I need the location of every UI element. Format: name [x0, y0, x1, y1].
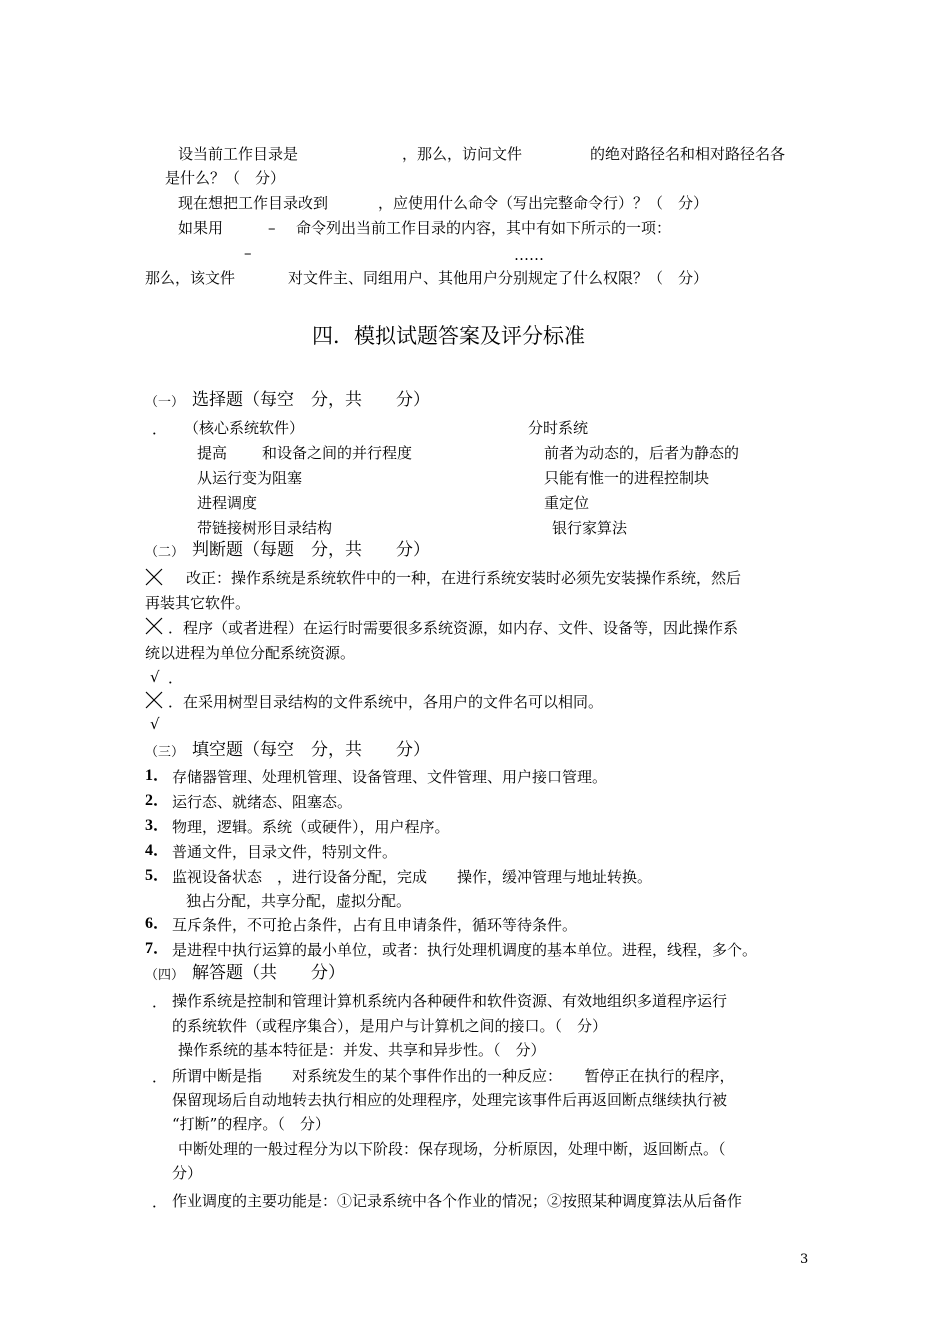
- answer-text: 提高: [197, 444, 228, 462]
- page-number: 3: [800, 1252, 809, 1267]
- answer-text: 监视设备状态 ，进行设备分配，完成 操作，缓冲管理与地址转换。: [172, 868, 653, 886]
- answer-text: 银行家算法: [552, 519, 628, 537]
- answer-text: 带链接树形目录结构: [197, 519, 333, 537]
- answer-text: 分）: [172, 1164, 203, 1182]
- question-text: ……: [514, 246, 544, 264]
- answer-text: 存储器管理、处理机管理、设备管理、文件管理、用户接口管理。: [172, 768, 608, 786]
- answer-text: ．在采用树型目录结构的文件系统中，各用户的文件名可以相同。: [168, 693, 604, 711]
- answer-text: 中断处理的一般过程分为以下阶段：保存现场，分析原因，处理中断，返回断点。（: [178, 1140, 726, 1158]
- list-bullet: ．: [152, 1068, 168, 1086]
- page-title: 四．模拟试题答案及评分标准: [312, 324, 585, 348]
- question-text: 的绝对路径名和相对路径名各: [590, 145, 786, 163]
- question-text: –: [268, 219, 276, 237]
- list-bullet: ．: [152, 420, 168, 438]
- list-number: 2．: [145, 792, 170, 809]
- answer-text: 进程调度: [197, 494, 258, 512]
- answer-text: 保留现场后自动地转去执行相应的处理程序，处理完该事件后再返回断点继续执行被: [172, 1091, 728, 1109]
- answer-text: 统以进程为单位分配系统资源。: [145, 644, 356, 662]
- list-bullet: ．: [152, 993, 168, 1011]
- answer-text: 再装其它软件。: [145, 594, 251, 612]
- list-number: 4．: [145, 842, 170, 859]
- section-paren: （三）: [145, 745, 185, 760]
- section-paren: （一）: [145, 395, 185, 410]
- question-text: 如果用: [178, 219, 224, 237]
- list-bullet: ．: [152, 1193, 168, 1211]
- answer-text: “打断”的程序。（ 分）: [172, 1115, 330, 1133]
- answer-text: 作业调度的主要功能是：①记录系统中各个作业的情况；②按照某种调度算法从后备作: [172, 1192, 743, 1210]
- question-text: –: [244, 244, 252, 262]
- answer-text: 独占分配，共享分配，虚拟分配。: [186, 892, 412, 910]
- section-paren: （二）: [145, 545, 185, 560]
- answer-text: 普通文件，目录文件，特别文件。: [172, 843, 398, 861]
- question-text: 设当前工作目录是: [178, 145, 299, 163]
- answer-text: 的系统软件（或程序集合），是用户与计算机之间的接口。（ 分）: [172, 1017, 608, 1035]
- answer-text: 所谓中断是指 对系统发生的某个事件作出的一种反应： 暂停正在执行的程序，: [172, 1067, 735, 1085]
- cross-icon: [145, 691, 163, 709]
- question-text: 是什么？（ 分）: [165, 169, 286, 187]
- answer-text: 操作系统的基本特征是：并发、共享和异步性。（ 分）: [178, 1041, 546, 1059]
- cross-icon: [145, 617, 163, 635]
- answer-text: （核心系统软件）: [184, 419, 305, 437]
- answer-text: 操作系统是控制和管理计算机系统内各种硬件和软件资源、有效地组织多道程序运行: [172, 992, 728, 1010]
- cross-icon: [145, 568, 163, 586]
- answer-text: 运行态、就绪态、阻塞态。: [172, 793, 353, 811]
- answer-text: 从运行变为阻塞: [197, 469, 303, 487]
- question-text: 现在想把工作目录改到: [178, 194, 329, 212]
- list-number: 5．: [145, 867, 170, 884]
- answer-text: 物理，逻辑。系统（或硬件），用户程序。: [172, 818, 450, 836]
- question-text: 对文件主、同组用户、其他用户分别规定了什么权限？（ 分）: [288, 269, 709, 287]
- answer-text: 和设备之间的并行程度: [262, 444, 413, 462]
- answer-text: 只能有惟一的进程控制块: [544, 469, 710, 487]
- check-icon: √: [150, 668, 160, 686]
- answer-text: 分时系统: [528, 419, 589, 437]
- list-number: 1．: [145, 767, 170, 784]
- section-heading: 选择题（每空 分，共 分）: [192, 390, 430, 410]
- list-number: 7．: [145, 940, 170, 957]
- check-icon: √: [150, 715, 160, 733]
- answer-text: ．: [168, 669, 184, 687]
- answer-text: 重定位: [544, 494, 590, 512]
- list-number: 3．: [145, 817, 170, 834]
- section-heading: 判断题（每题 分，共 分）: [192, 540, 430, 560]
- question-text: ，应使用什么命令（写出完整命令行）？（ 分）: [378, 194, 709, 212]
- section-paren: （四）: [145, 968, 185, 983]
- section-heading: 解答题（共 分）: [192, 963, 345, 983]
- question-text: ，那么，访问文件: [402, 145, 523, 163]
- list-number: 6．: [145, 915, 170, 932]
- question-text: 命令列出当前工作目录的内容，其中有如下所示的一项：: [296, 219, 672, 237]
- answer-text: ．程序（或者进程）在运行时需要很多系统资源，如内存、文件、设备等，因此操作系: [168, 619, 739, 637]
- answer-text: 互斥条件，不可抢占条件，占有且申请条件，循环等待条件。: [172, 916, 578, 934]
- section-heading: 填空题（每空 分，共 分）: [192, 740, 430, 760]
- answer-text: 是进程中执行运算的最小单位，或者：执行处理机调度的基本单位。进程，线程，多个。: [172, 941, 758, 959]
- answer-text: 改正：操作系统是系统软件中的一种，在进行系统安装时必须先安装操作系统，然后: [186, 569, 742, 587]
- answer-text: 前者为动态的，后者为静态的: [544, 444, 740, 462]
- question-text: 那么，该文件: [145, 269, 236, 287]
